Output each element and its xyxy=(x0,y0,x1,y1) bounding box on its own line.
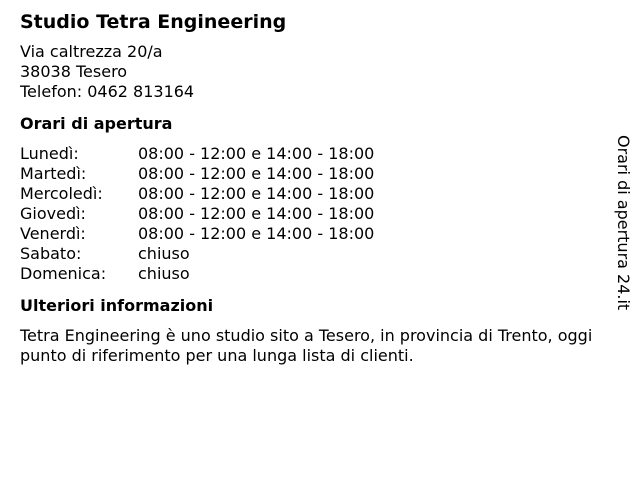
hours-time: chiuso xyxy=(138,264,190,283)
opening-hours-table xyxy=(20,144,610,284)
opening-hours-heading: Orari di apertura xyxy=(20,114,173,133)
hours-day: Mercoledì: xyxy=(20,184,103,203)
business-card xyxy=(20,10,610,366)
hours-day: Martedì: xyxy=(20,164,87,183)
site-watermark: Orari di apertura 24.it xyxy=(614,135,633,311)
hours-row-wednesday xyxy=(20,184,610,204)
hours-day: Sabato: xyxy=(20,244,82,263)
address-city: 38038 Tesero xyxy=(20,62,128,81)
hours-row-monday xyxy=(20,144,610,164)
hours-time: 08:00 - 12:00 e 14:00 - 18:00 xyxy=(138,184,375,203)
address-block xyxy=(20,42,610,102)
business-name: Studio Tetra Engineering xyxy=(20,11,287,33)
more-info-heading: Ulteriori informazioni xyxy=(20,296,214,315)
hours-time: 08:00 - 12:00 e 14:00 - 18:00 xyxy=(138,204,375,223)
address-street: Via caltrezza 20/a xyxy=(20,42,163,61)
phone-number: Telefon: 0462 813164 xyxy=(20,82,195,101)
hours-row-tuesday xyxy=(20,164,610,184)
business-description: Tetra Engineering è uno studio sito a Tesero, in provincia di Trento, oggi punto di riferimento per una lunga lista di clienti. xyxy=(20,326,593,365)
hours-time: 08:00 - 12:00 e 14:00 - 18:00 xyxy=(138,164,375,183)
hours-day: Giovedì: xyxy=(20,204,86,223)
hours-time: chiuso xyxy=(138,244,190,263)
hours-row-sunday xyxy=(20,264,610,284)
hours-time: 08:00 - 12:00 e 14:00 - 18:00 xyxy=(138,224,375,243)
hours-row-saturday xyxy=(20,244,610,264)
hours-day: Venerdì: xyxy=(20,224,86,243)
hours-day: Lunedì: xyxy=(20,144,79,163)
hours-row-friday xyxy=(20,224,610,244)
hours-row-thursday xyxy=(20,204,610,224)
hours-day: Domenica: xyxy=(20,264,107,283)
hours-time: 08:00 - 12:00 e 14:00 - 18:00 xyxy=(138,144,375,163)
